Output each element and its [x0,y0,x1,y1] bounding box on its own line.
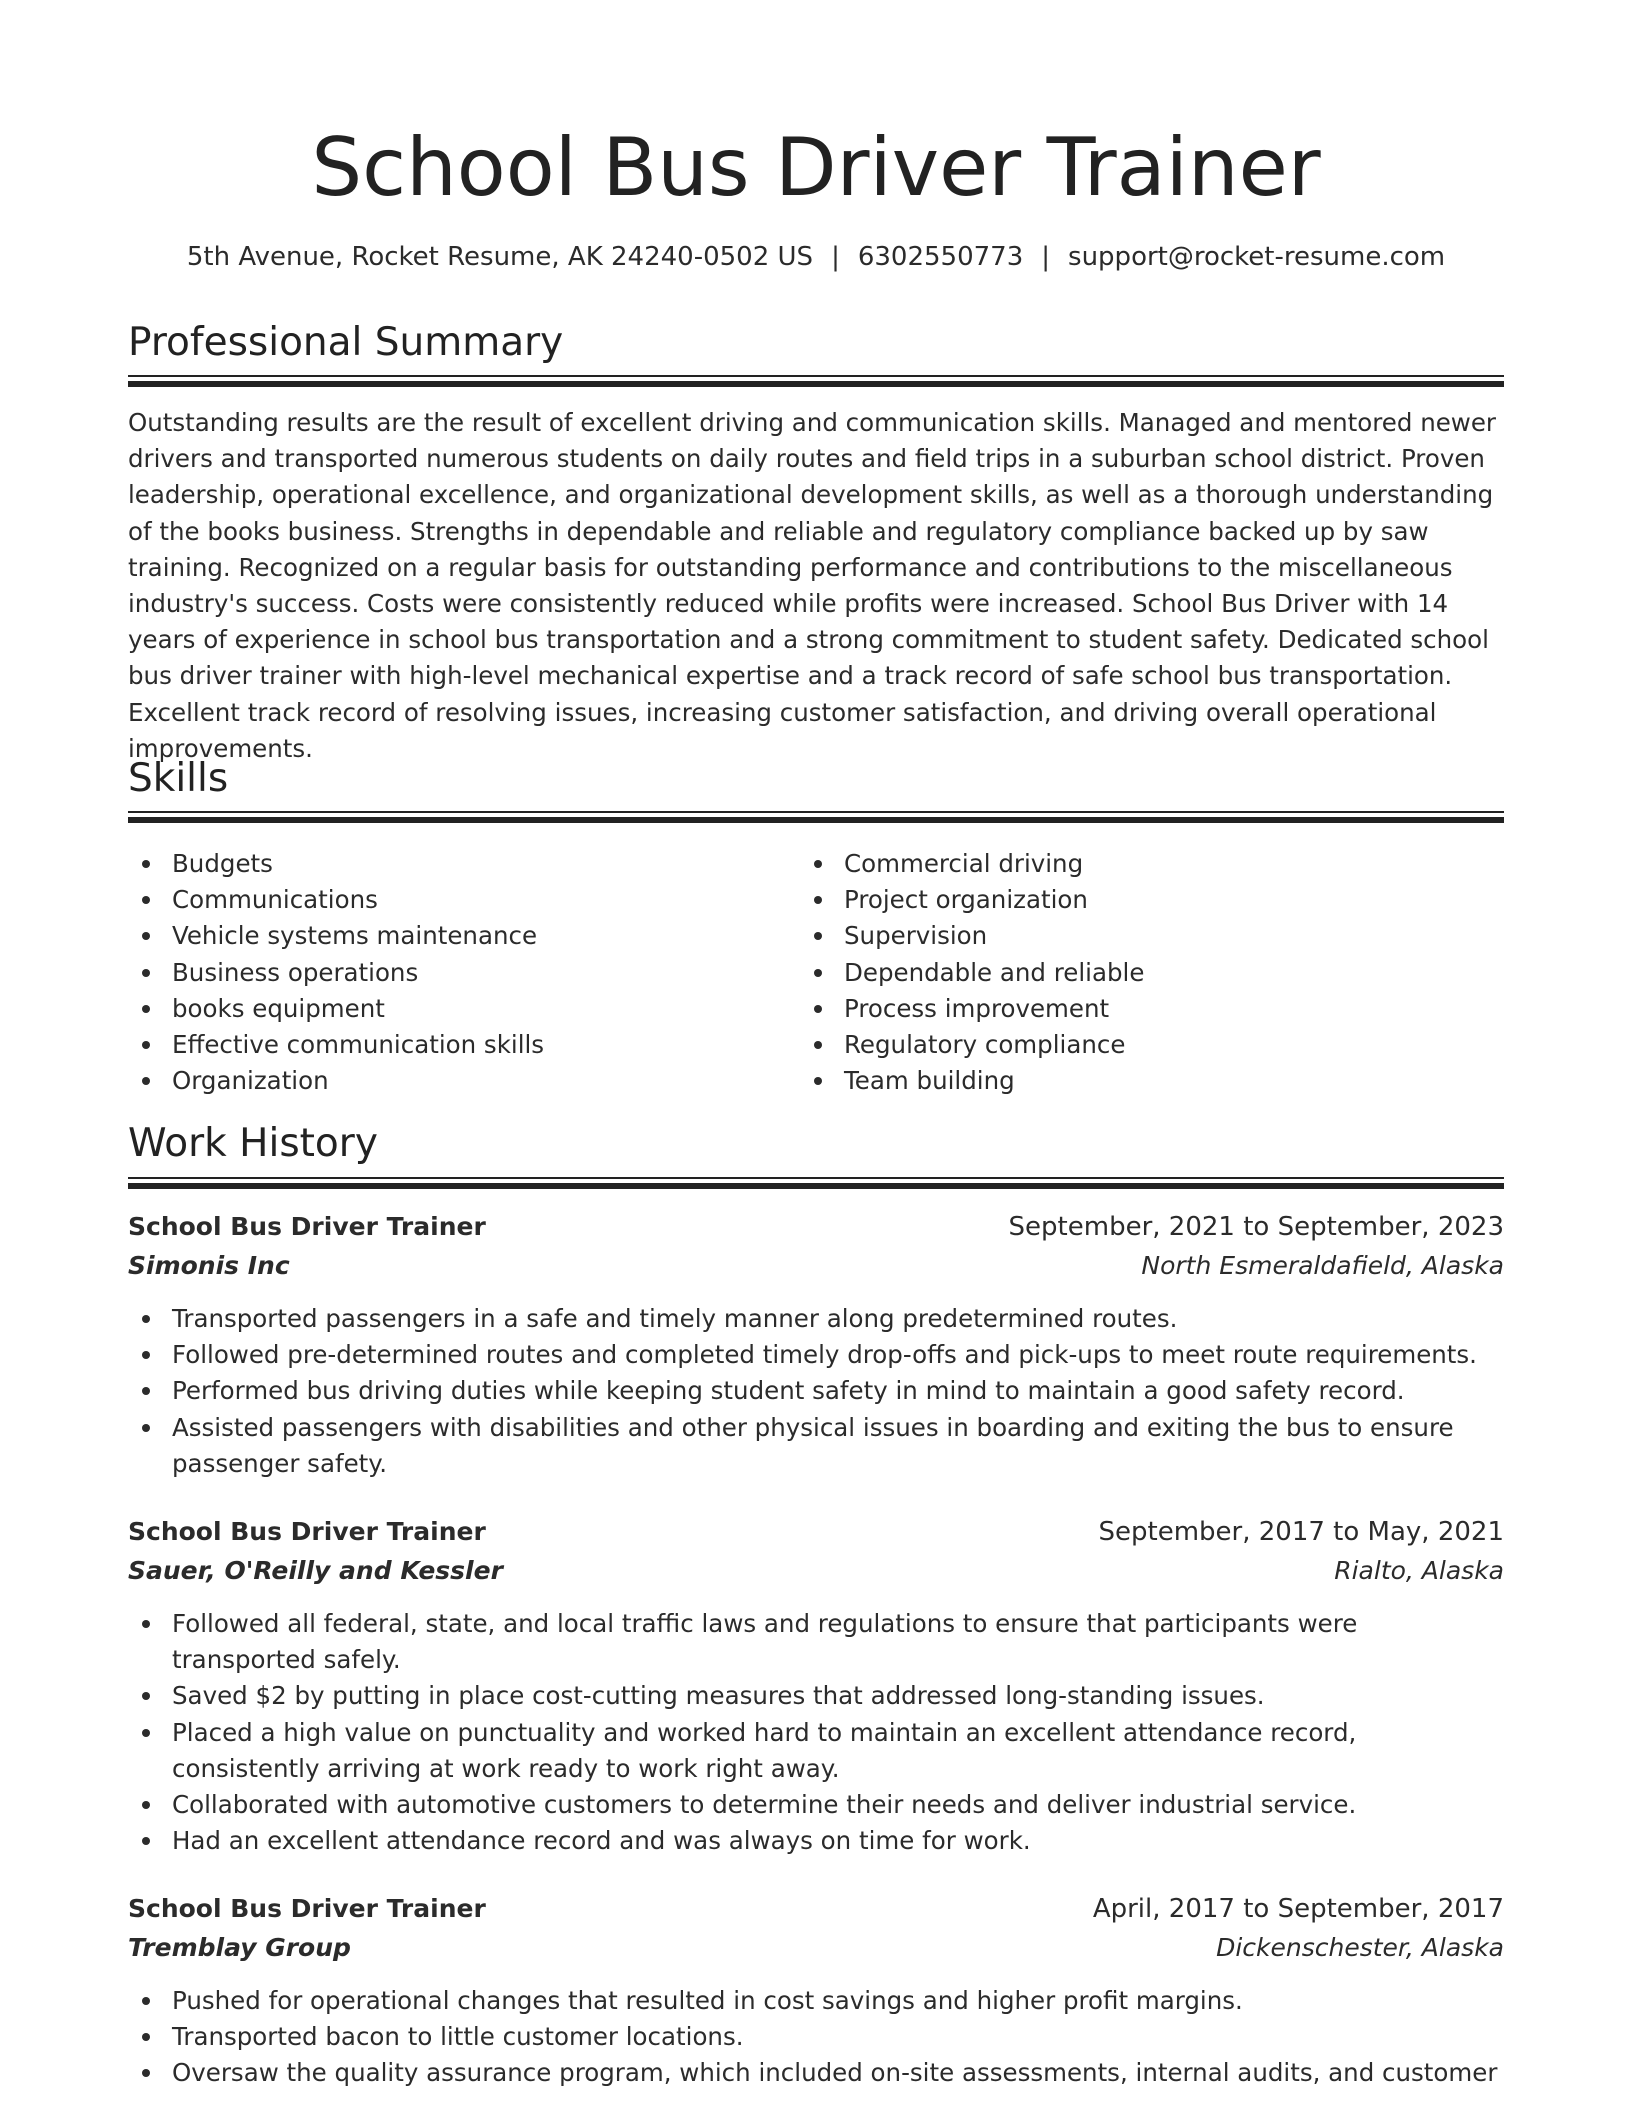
skill-item: Communications [128,882,788,918]
contact-address: 5th Avenue, Rocket Resume, AK 24240-0502 US [186,242,814,272]
summary-text: Outstanding results are the result of excellent driving and communication skills. Managed and mentored newer drivers and transported numerous students on daily routes and field trips in a suburban school district. Proven leadership, operational excellence, and organizational development skills, as well as a thorough understanding of the books business. Strengths in dependable and reliable and regulatory compliance backed up by saw training. Recognized on a regular basis for outstanding performance and contributions to the miscellaneous industry's success. Costs were consistently reduced while profits were increased. School Bus Driver with 14 years of experience in school bus transportation and a strong commitment to student safety. Dedicated school bus driver trainer with high-level mechanical expertise and a track record of safe school bus transportation. Excellent track record of resolving issues, increasing customer satisfaction, and driving overall operational improvements. [128,408,1496,763]
skill-item: Process improvement [800,991,1500,1027]
job-title: School Bus Driver Trainer [128,1212,486,1241]
job-bullets [128,1301,1504,1482]
contact-line [0,239,1632,275]
skill-item: Effective communication skills [128,1027,788,1063]
skill-item: Dependable and reliable [800,955,1500,991]
skill-item: Budgets [128,846,788,882]
job-bullet: Assisted passengers with disabilities and other physical issues in boarding and exiting the bus to ensure passenger safety. [128,1410,1504,1482]
job-dates: September, 2017 to May, 2021 [1098,1517,1504,1547]
job-bullet: Placed a high value on punctuality and worked hard to maintain an excellent attendance record, consistently arriving at work ready to work right away. [128,1715,1504,1787]
skill-item: Regulatory compliance [800,1027,1500,1063]
summary-heading: Professional Summary [128,320,564,365]
contact-phone: 6302550773 [857,242,1024,272]
resume-name: School Bus Driver Trainer [311,121,1321,214]
job-bullets [128,1983,1504,2092]
job-company: Sauer, O'Reilly and Kessler [128,1556,503,1585]
job-location: Rialto, Alaska [1334,1556,1504,1585]
skill-item: Vehicle systems maintenance [128,918,788,954]
skills-list-right [800,846,1500,1099]
job-company: Simonis Inc [128,1251,290,1280]
skills-heading: Skills [128,756,229,801]
skills-list-left [128,846,788,1099]
contact-email: support@rocket-resume.com [1068,242,1446,272]
job-dates: April, 2017 to September, 2017 [1092,1894,1504,1924]
job-bullets [128,1606,1504,1859]
job-company: Tremblay Group [128,1933,351,1962]
job-bullet: Had an excellent attendance record and was always on time for work. [128,1823,1504,1859]
job-bullet: Transported bacon to little customer locations. [128,2019,1504,2055]
job-entry [128,1889,1504,2092]
job-bullet: Performed bus driving duties while keeping student safety in mind to maintain a good safety record. [128,1373,1504,1409]
job-entry [128,1207,1504,1482]
section-divider [128,1177,1504,1189]
work-history-heading: Work History [128,1121,378,1166]
contact-separator: | [1041,242,1051,272]
job-bullet: Transported passengers in a safe and timely manner along predetermined routes. [128,1301,1504,1337]
job-entry [128,1512,1504,1859]
skill-item: books equipment [128,991,788,1027]
job-title: School Bus Driver Trainer [128,1517,486,1546]
job-bullet: Pushed for operational changes that resulted in cost savings and higher profit margins. [128,1983,1504,2019]
contact-separator: | [831,242,840,272]
job-bullet: Oversaw the quality assurance program, which included on-site assessments, internal audits, and customer [128,2055,1504,2091]
skill-item: Supervision [800,918,1500,954]
skill-item: Team building [800,1063,1500,1099]
section-divider [128,375,1504,387]
skill-item: Project organization [800,882,1500,918]
job-bullet: Followed all federal, state, and local traffic laws and regulations to ensure that participants were transported safely. [128,1606,1504,1678]
job-location: North Esmeraldafield, Alaska [1141,1251,1504,1280]
job-dates: September, 2021 to September, 2023 [1008,1212,1504,1242]
job-title: School Bus Driver Trainer [128,1894,486,1923]
job-location: Dickenschester, Alaska [1216,1933,1504,1962]
skill-item: Commercial driving [800,846,1500,882]
job-bullet: Followed pre-determined routes and completed timely drop-offs and pick-ups to meet route requirements. [128,1337,1504,1373]
job-bullet: Saved $2 by putting in place cost-cutting measures that addressed long-standing issues. [128,1678,1504,1714]
section-divider [128,811,1504,823]
skill-item: Business operations [128,955,788,991]
job-bullet: Collaborated with automotive customers to determine their needs and deliver industrial service. [128,1787,1504,1823]
skill-item: Organization [128,1063,788,1099]
